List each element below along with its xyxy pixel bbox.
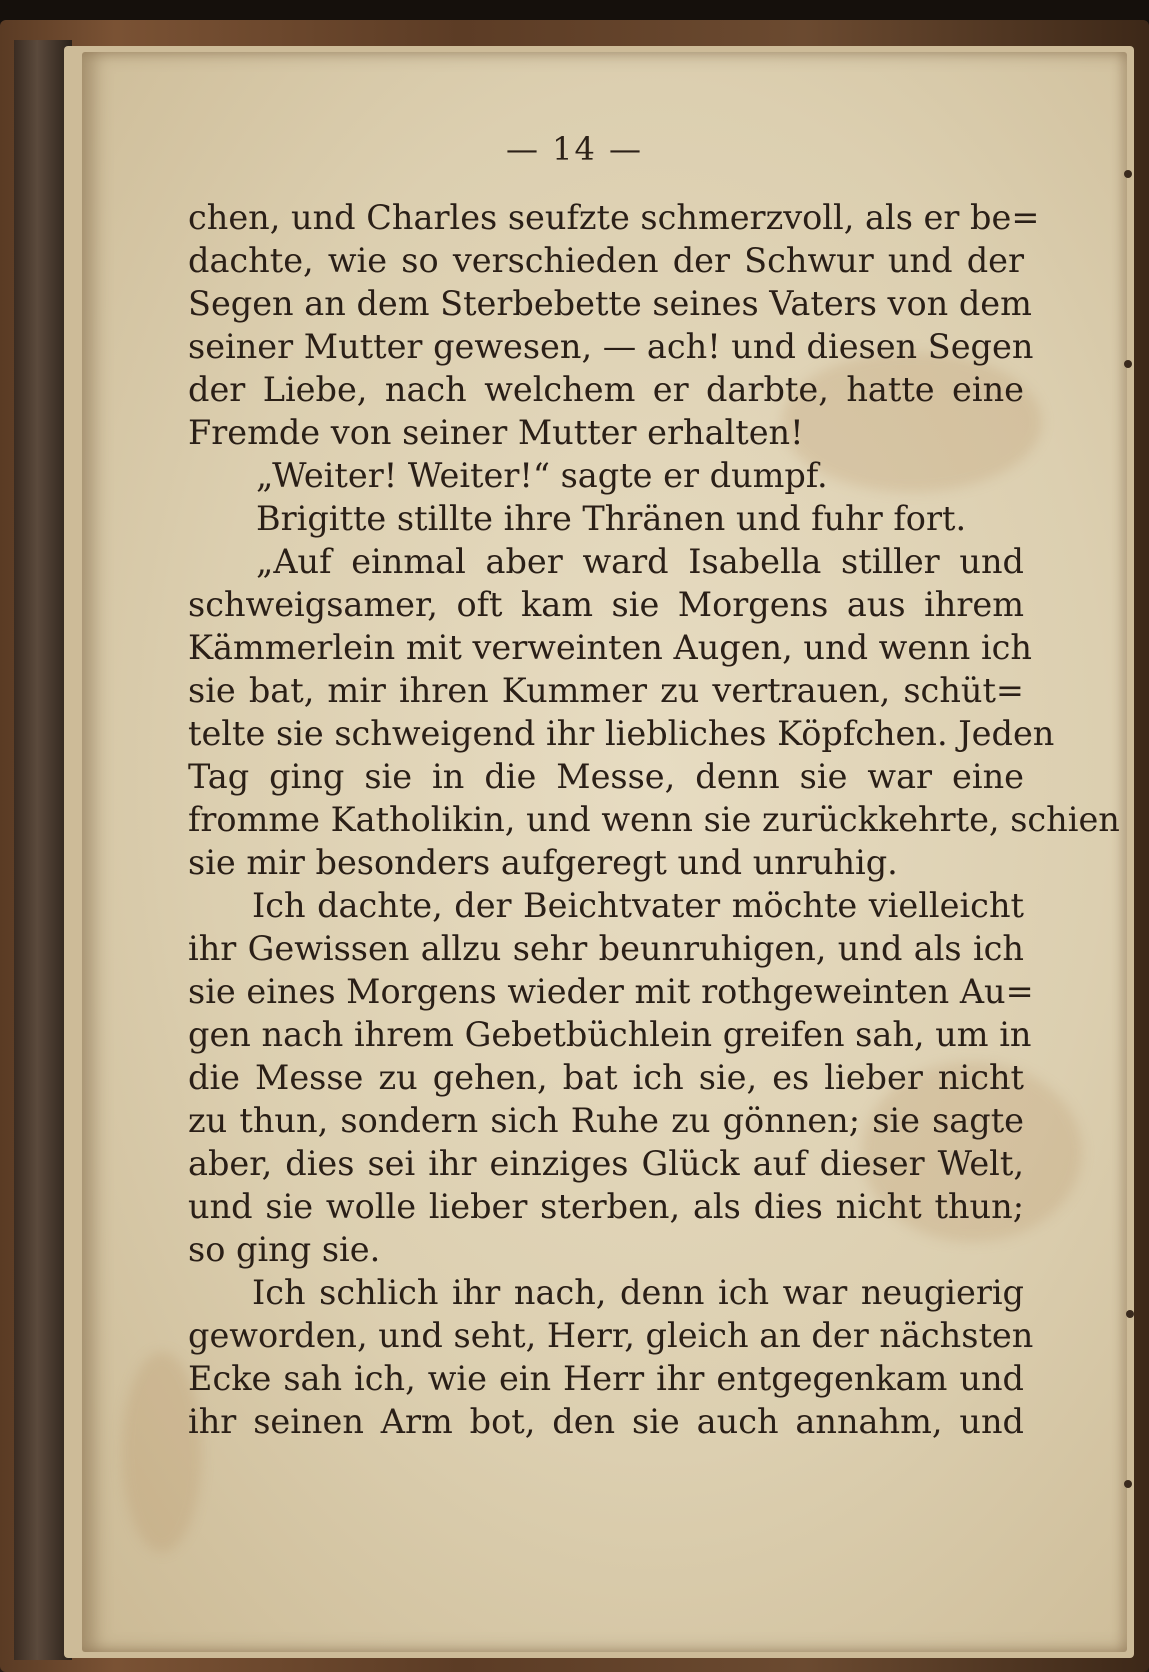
text-line: ihr Gewissen allzu sehr beunruhigen, und als ich (188, 929, 1024, 968)
text-line: zu thun, sondern sich Ruhe zu gönnen; sie sagte (188, 1101, 1024, 1140)
text-line: Ecke sah ich, wie ein Herr ihr entgegenkam und (188, 1359, 1024, 1398)
text-line: geworden, und seht, Herr, gleich an der nächsten (188, 1316, 1034, 1355)
text-line: „Weiter! Weiter!“ sagte er dumpf. (256, 456, 828, 495)
text-line: Fremde von seiner Mutter erhalten! (188, 413, 804, 452)
text-line: „Auf einmal aber ward Isabella stiller und (256, 542, 1024, 581)
text-line: der Liebe, nach welchem er darbte, hatte eine (188, 370, 1024, 409)
edge-mark (1126, 1310, 1134, 1318)
text-line: seiner Mutter gewesen, — ach! und diesen Segen (188, 327, 1034, 366)
text-line: Kämmerlein mit verweinten Augen, und wenn ich (188, 628, 1033, 667)
text-line: Brigitte stillte ihre Thränen und fuhr fort. (256, 499, 967, 538)
text-line: so ging sie. (188, 1230, 381, 1269)
edge-mark (1124, 170, 1132, 178)
text-line: telte sie schweigend ihr liebliches Köpfchen. Jeden (188, 714, 1055, 753)
body-text (188, 196, 1120, 1443)
text-line: aber, dies sei ihr einziges Glück auf dieser Welt, (188, 1144, 1024, 1183)
text-line: fromme Katholikin, und wenn sie zurückkehrte, schien (188, 800, 1120, 839)
edge-mark (1124, 360, 1132, 368)
text-line: dachte, wie so verschieden der Schwur und der (188, 241, 1024, 280)
text-line: Segen an dem Sterbebette seines Vaters von dem (188, 284, 1032, 323)
text-line: sie eines Morgens wieder mit rothgeweinten Au= (188, 972, 1034, 1011)
text-line: Ich schlich ihr nach, denn ich war neugierig (252, 1273, 1024, 1312)
text-line: schweigsamer, oft kam sie Morgens aus ihrem (188, 585, 1024, 624)
text-line: und sie wolle lieber sterben, als dies nicht thun; (188, 1187, 1024, 1226)
text-line: sie bat, mir ihren Kummer zu vertrauen, schüt= (188, 671, 1024, 710)
text-line: chen, und Charles seufzte schmerzvoll, als er be= (188, 198, 1040, 237)
text-line: sie mir besonders aufgeregt und unruhig. (188, 843, 898, 882)
page-number: — 14 — (505, 130, 644, 168)
text-line: ihr seinen Arm bot, den sie auch annahm, und (188, 1402, 1024, 1441)
text-line: die Messe zu gehen, bat ich sie, es lieber nicht (188, 1058, 1024, 1097)
text-line: gen nach ihrem Gebetbüchlein greifen sah, um in (188, 1015, 1032, 1054)
text-line: Ich dachte, der Beichtvater möchte vielleicht (252, 886, 1024, 925)
text-line: Tag ging sie in die Messe, denn sie war eine (188, 757, 1024, 796)
edge-mark (1124, 1480, 1132, 1488)
